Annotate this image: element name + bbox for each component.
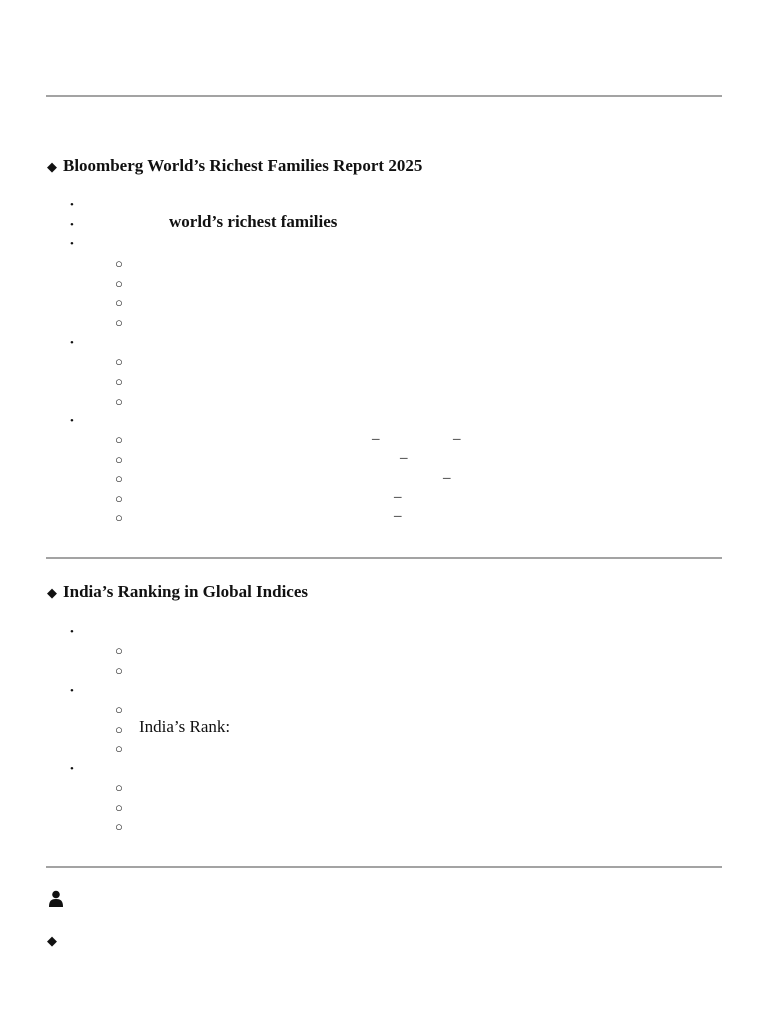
sublist-bullet: ○ xyxy=(115,374,123,389)
dash-mark: – xyxy=(453,431,461,447)
sublist-bullet: ○ xyxy=(115,491,123,506)
section-heading-bloomberg xyxy=(47,156,422,177)
sublist-bullet: ○ xyxy=(115,471,123,486)
list-item-text: world’s richest families xyxy=(169,212,338,231)
sublist-bullet: ○ xyxy=(115,256,123,271)
sublist-bullet: ○ xyxy=(115,800,123,815)
section-title: Bloomberg World’s Richest Families Report 2025 xyxy=(63,156,423,175)
sublist-bullet: ○ xyxy=(115,432,123,447)
sublist-bullet: ○ xyxy=(115,702,123,717)
sublist-bullet: ○ xyxy=(115,722,123,737)
divider-bottom xyxy=(46,866,722,868)
sublist-bullet: ○ xyxy=(115,510,123,525)
dash-mark: – xyxy=(372,431,380,447)
sublist-bullet: ○ xyxy=(115,819,123,834)
sublist-bullet: ○ xyxy=(115,741,123,756)
sublist-bullet: ○ xyxy=(115,295,123,310)
section-heading-india-ranking xyxy=(47,582,308,603)
sublist-bullet: ○ xyxy=(115,354,123,369)
sublist-bullet: ○ xyxy=(115,394,123,409)
sublist-bullet: ○ xyxy=(115,452,123,467)
sublist-bullet: ○ xyxy=(115,780,123,795)
section-title: India’s Ranking in Global Indices xyxy=(63,582,309,601)
diamond-icon: ◆ xyxy=(47,159,57,174)
india-rank-label: India’s Rank: xyxy=(139,717,231,736)
dash-mark: – xyxy=(394,489,402,505)
divider-middle xyxy=(46,557,722,559)
dash-mark: – xyxy=(443,470,451,486)
sublist-bullet: ○ xyxy=(115,315,123,330)
list-bullet: • xyxy=(70,199,74,211)
list-bullet: • xyxy=(70,415,74,427)
list-bullet: • xyxy=(70,685,74,697)
divider-top xyxy=(46,95,722,97)
dash-mark: – xyxy=(400,450,408,466)
list-bullet: • xyxy=(70,337,74,349)
list-bullet: • xyxy=(70,763,74,775)
list-bullet: • xyxy=(70,626,74,638)
list-bullet: • xyxy=(70,238,74,250)
person-icon xyxy=(48,890,64,913)
sublist-bullet: ○ xyxy=(115,643,123,658)
diamond-icon: ◆ xyxy=(47,585,57,600)
sublist-bullet: ○ xyxy=(115,663,123,678)
sublist-bullet: ○ xyxy=(115,276,123,291)
diamond-icon: ◆ xyxy=(47,933,57,948)
list-bullet: • xyxy=(70,219,74,231)
dash-mark: – xyxy=(394,508,402,524)
